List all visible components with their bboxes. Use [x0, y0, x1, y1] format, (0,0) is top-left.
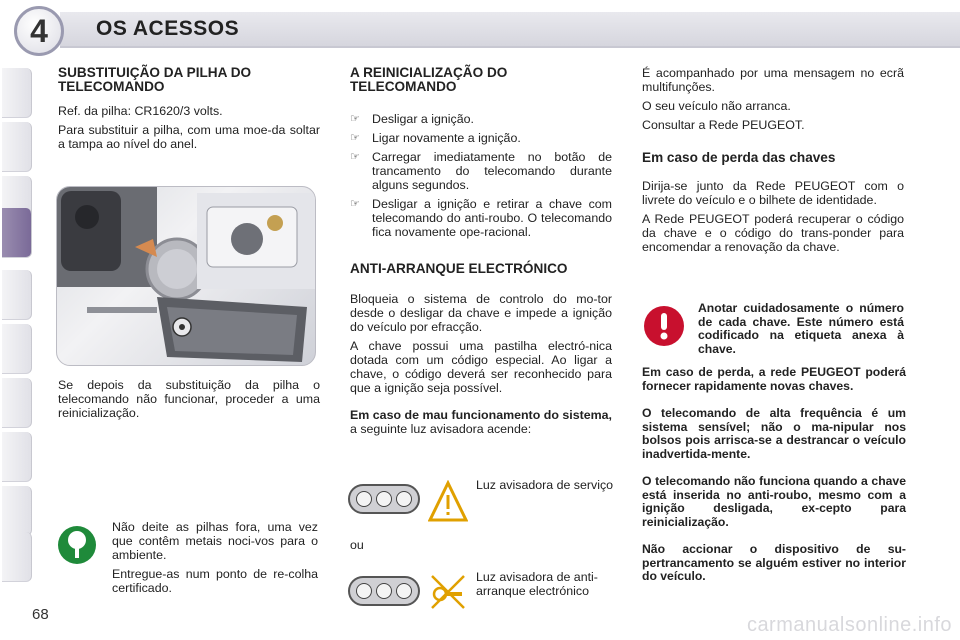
tip-antitheft: O telecomando não funciona quando a chave está inserida no anti-roubo, mesmo com a ignição desligada, ex-cepto para reinicialização. [642, 474, 906, 529]
immobiliser-text-2: A chave possui uma pastilha electró-nica dotada com um código especial. Ao ligar a chave, o código deverá ser reconhecido para que a ignição seja possível. [350, 339, 612, 395]
battery-instruction: Para substituir a pilha, com uma moe-da soltar a tampa ao nível do anel. [58, 123, 320, 151]
tip-deadlocking: Não accionar o dispositivo de su-pertrancamento se alguém estiver no interior do veículo. [642, 542, 906, 583]
chapter-title: OS ACESSOS [96, 17, 240, 40]
reinit-section [350, 66, 612, 441]
eco-text-1: Não deite as pilhas fora, uma vez que contêm metais noci-vos para o ambiente. [112, 520, 318, 562]
chapter-tab-6[interactable] [2, 324, 32, 374]
pointing-hand-icon: ☞ [350, 113, 360, 125]
immobiliser-key-icon [428, 572, 468, 612]
remote-key-photo [56, 186, 316, 366]
chapter-number-badge [14, 6, 64, 56]
chapter-tab-7[interactable] [2, 378, 32, 428]
instrument-panel-icon [348, 576, 420, 606]
reinit-step [350, 150, 612, 192]
chapter-tab-8[interactable] [2, 432, 32, 482]
remote-key-illustration [57, 187, 316, 366]
dial-icon [356, 491, 372, 507]
chapter-tab-4-active[interactable] [2, 208, 32, 258]
reinit-heading: A REINICIALIZAÇÃO DO TELECOMANDO [350, 65, 508, 94]
message-note: É acompanhado por uma mensagem no ecrã multifunções. [642, 66, 904, 94]
reinit-step [350, 197, 612, 239]
immobiliser-text-1: Bloqueia o sistema de controlo do mo-tor desde o desligar da chave e impede a ignição do veículo por efracção. [350, 292, 612, 334]
reinit-step [350, 112, 612, 126]
dial-icon [376, 583, 392, 599]
watermark: carmanualsonline.info [746, 614, 952, 636]
chapter-tab-2[interactable] [2, 122, 32, 172]
tip-lost-keys: Em caso de perda, a rede PEUGEOT poderá fornecer rapidamente novas chaves. [642, 365, 906, 393]
pointing-hand-icon: ☞ [350, 132, 360, 144]
immobiliser-light-row [348, 568, 618, 618]
immobiliser-light-label: Luz avisadora de anti-arranque electrónico [476, 570, 598, 598]
recycle-tree-icon [58, 526, 96, 564]
or-label: ou [350, 538, 364, 552]
dial-icon [376, 491, 392, 507]
reinit-step-text: Carregar imediatamente no botão de trancamento do telecomando durante alguns segundos. [372, 150, 612, 192]
service-warning-icon [428, 480, 468, 524]
instrument-panel-icon [348, 484, 420, 514]
malfunction-rest: a seguinte luz avisadora acende: [350, 422, 532, 436]
battery-after-note [58, 378, 320, 425]
chapter-tab-9[interactable] [2, 486, 32, 536]
dial-icon [396, 491, 412, 507]
pointing-hand-icon: ☞ [350, 151, 360, 163]
dial-icon [356, 583, 372, 599]
chapter-tab-10[interactable] [2, 532, 32, 582]
lost-keys-text-2: A Rede PEUGEOT poderá recuperar o código da chave e o código do trans-ponder para encomendar a renovação da chave. [642, 212, 904, 254]
battery-heading: SUBSTITUIÇÃO DA PILHA DO TELECOMANDO [58, 65, 252, 94]
battery-section [58, 66, 320, 156]
eco-notice [56, 512, 320, 600]
malfunction-bold: Em caso de mau funcionamento do sistema, [350, 408, 612, 422]
dial-icon [396, 583, 412, 599]
lost-keys-heading: Em caso de perda das chaves [642, 150, 836, 165]
key-tips [642, 366, 906, 598]
immobiliser-heading: ANTI-ARRANQUE ELECTRÓNICO [350, 261, 568, 276]
chapter-tab-5[interactable] [2, 270, 32, 320]
service-light-row [348, 476, 618, 526]
exclamation-warning-icon [644, 306, 684, 346]
chapter-number: 4 [30, 12, 48, 49]
no-start-note: O seu veículo não arranca. [642, 99, 791, 113]
pointing-hand-icon: ☞ [350, 198, 360, 210]
chapter-tab-1[interactable] [2, 68, 32, 118]
malfunction-text [350, 408, 612, 436]
eco-text-2: Entregue-as num ponto de re-colha certificado. [112, 567, 318, 595]
dealer-note: Consultar a Rede PEUGEOT. [642, 118, 805, 132]
reinit-step-text: Desligar a ignição e retirar a chave com telecomando do anti-roubo. O telecomando fica novamente ope-racional. [372, 197, 612, 239]
eco-text [112, 520, 318, 600]
battery-ref: Ref. da pilha: CR1620/3 volts. [58, 104, 223, 118]
tip-high-frequency: O telecomando de alta frequência é um sistema sensível; não o ma-nipular nos bolsos pois arrisca-se a destrancar o veículo inadvertida-mente. [642, 406, 906, 461]
reinit-note: Se depois da substituição da pilha o telecomando não funcionar, proceder a uma reinicialização. [58, 378, 320, 420]
lost-keys-text-1: Dirija-se junto da Rede PEUGEOT com o livrete do veículo e o bilhete de identidade. [642, 179, 904, 207]
chapter-tabs [0, 60, 34, 580]
chapter-header [0, 0, 960, 60]
service-light-label: Luz avisadora de serviço [476, 478, 614, 492]
warning-text: Anotar cuidadosamente o número de cada chave. Este número está codificado na etiqueta anexa à chave. [698, 301, 904, 356]
lost-key-section [642, 66, 904, 259]
page-number: 68 [32, 606, 49, 623]
reinit-step [350, 131, 612, 145]
reinit-step-text: Desligar a ignição. [372, 112, 474, 126]
reinit-step-text: Ligar novamente a ignição. [372, 131, 521, 145]
